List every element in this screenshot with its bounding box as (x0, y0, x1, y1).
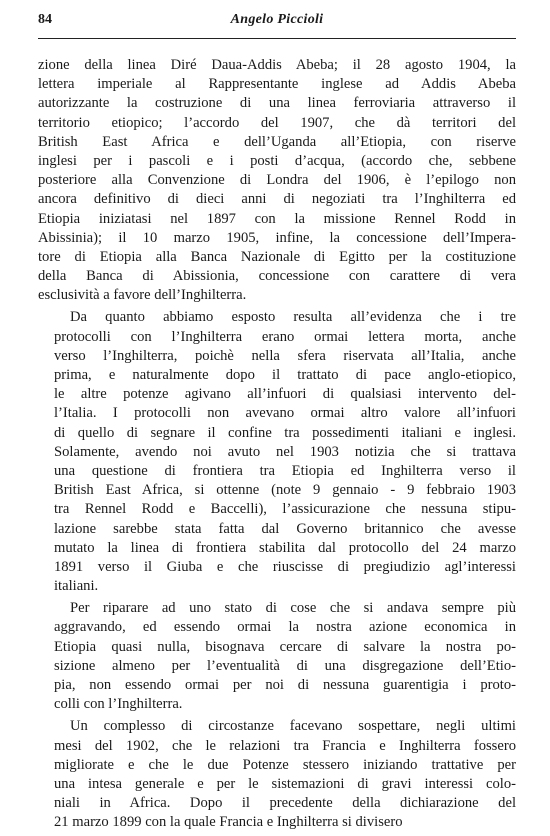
body-text (38, 56, 516, 836)
text-line: 1891 verso il Giuba e che riuscisse di pregiudizio agl’interessi (54, 558, 516, 575)
text-line: Abissinia); il 10 marzo 1905, infine, la concessione dell’Impera- (38, 229, 516, 246)
text-line: posteriore alla Convenzione di Londra del 1906, è l’epilogo non (38, 172, 516, 189)
text-line: niali in Africa. Dopo il precedente della dichiarazione del (54, 795, 516, 812)
paragraph (38, 56, 516, 305)
text-line: verso l’Inghilterra, poichè nella sfera riservata all’Italia, anche (54, 347, 516, 364)
text-line: Da quanto abbiamo esposto resulta all’evidenza che i tre (70, 309, 516, 326)
text-line: Un complesso di circostanze facevano sospettare, negli ultimi (70, 718, 516, 735)
text-line: prima, e naturalmente dopo il trattato di pace anglo-etiopico, (54, 367, 516, 383)
text-line: lazione sarebbe stata fatta dal Governo britannico che avesse (54, 520, 516, 537)
text-line: Solamente, avendo noi avuto nel 1903 notizia che si trattava (54, 443, 516, 460)
text-line: Etiopia quasi nulla, bisognava cercare di salvare la nostra po- (54, 638, 516, 655)
text-line: mesi del 1902, che le relazioni tra Francia e Inghilterra fossero (54, 737, 516, 754)
text-line: Etiopia iniziatasi nel 1897 con la missione Rennel Rodd in (38, 210, 516, 227)
text-line: territorio etiopico; l’accordo del 1907, che dà territori del (38, 114, 516, 131)
text-line: autorizzante la costruzione di una linea ferroviaria attraverso il (38, 95, 516, 112)
text-line: mutato la linea di frontiera stabilita dal protocollo del 24 marzo (54, 539, 516, 556)
text-line: protocolli con l’Inghilterra erano ormai lettera morta, anche (54, 328, 516, 345)
text-line: una intesa generale e per le sistemazioni di gravi interessi colo- (54, 775, 516, 792)
text-line: di quello di segnare il confine tra possedimenti italiani e inglesi. (54, 424, 516, 441)
text-line: le altre potenze agivano all’infuori di qualsiasi intervento del- (54, 386, 516, 403)
text-line: colli con l’Inghilterra. (54, 696, 183, 713)
text-line: inglesi per i pascoli e i posti d’acqua, (accordo che, sebbene (38, 152, 516, 169)
text-line: ancora definitivo di dieci anni di negoziati tra l’Inghilterra ed (38, 191, 516, 208)
text-line: italiani. (54, 578, 99, 595)
text-line: 21 marzo 1899 con la quale Francia e Inghilterra si divisero (54, 814, 403, 831)
paragraph (38, 717, 516, 832)
text-line: esclusività a favore dell’Inghilterra. (38, 287, 247, 304)
page-number: 84 (38, 12, 52, 27)
text-line: zione della linea Diré Daua-Addis Abeba; il 28 agosto 1904, la (38, 57, 516, 73)
paragraph (38, 599, 516, 714)
running-head: Angelo Piccioli (230, 12, 324, 27)
text-line: una questione di frontiera tra Etiopia ed Inghilterra verso il (54, 462, 516, 479)
text-line: della Banca di Abissionia, concessione con carattere di vera (38, 268, 516, 285)
header-rule (38, 38, 516, 39)
text-line: sizione almeno per l’eventualità di una disgregazione dell’Etio- (54, 657, 516, 674)
text-line: pia, non essendo ormai per noi di nessuna guarentigia i proto- (54, 677, 516, 693)
text-line: l’Italia. I protocolli non avevano ormai altro valore all’infuori (54, 405, 516, 422)
text-line: aggravando, ed essendo ormai la nostra azione economica in (54, 619, 516, 636)
text-line: lettera imperiale al Rappresentante inglese ad Addis Abeba (38, 76, 516, 93)
text-line: Per riparare ad uno stato di cose che si andava sempre più (70, 600, 516, 617)
page-header (38, 12, 516, 36)
text-line: migliorate e che le due Potenze stessero iniziando trattative per (54, 756, 516, 773)
text-line: tra Rennel Rodd e Baccelli), l’assicurazione che nessuna stipu- (54, 501, 516, 518)
paragraph (38, 308, 516, 596)
text-line: tore di Etiopia alla Banca Nazionale di Egitto per la costituzione (38, 248, 516, 265)
text-line: British East Africa, si ottenne (note 9 gennaio - 9 febbraio 1903 (54, 482, 516, 499)
text-line: British East Africa e dell’Uganda all’Etiopia, con riserve (38, 133, 516, 150)
